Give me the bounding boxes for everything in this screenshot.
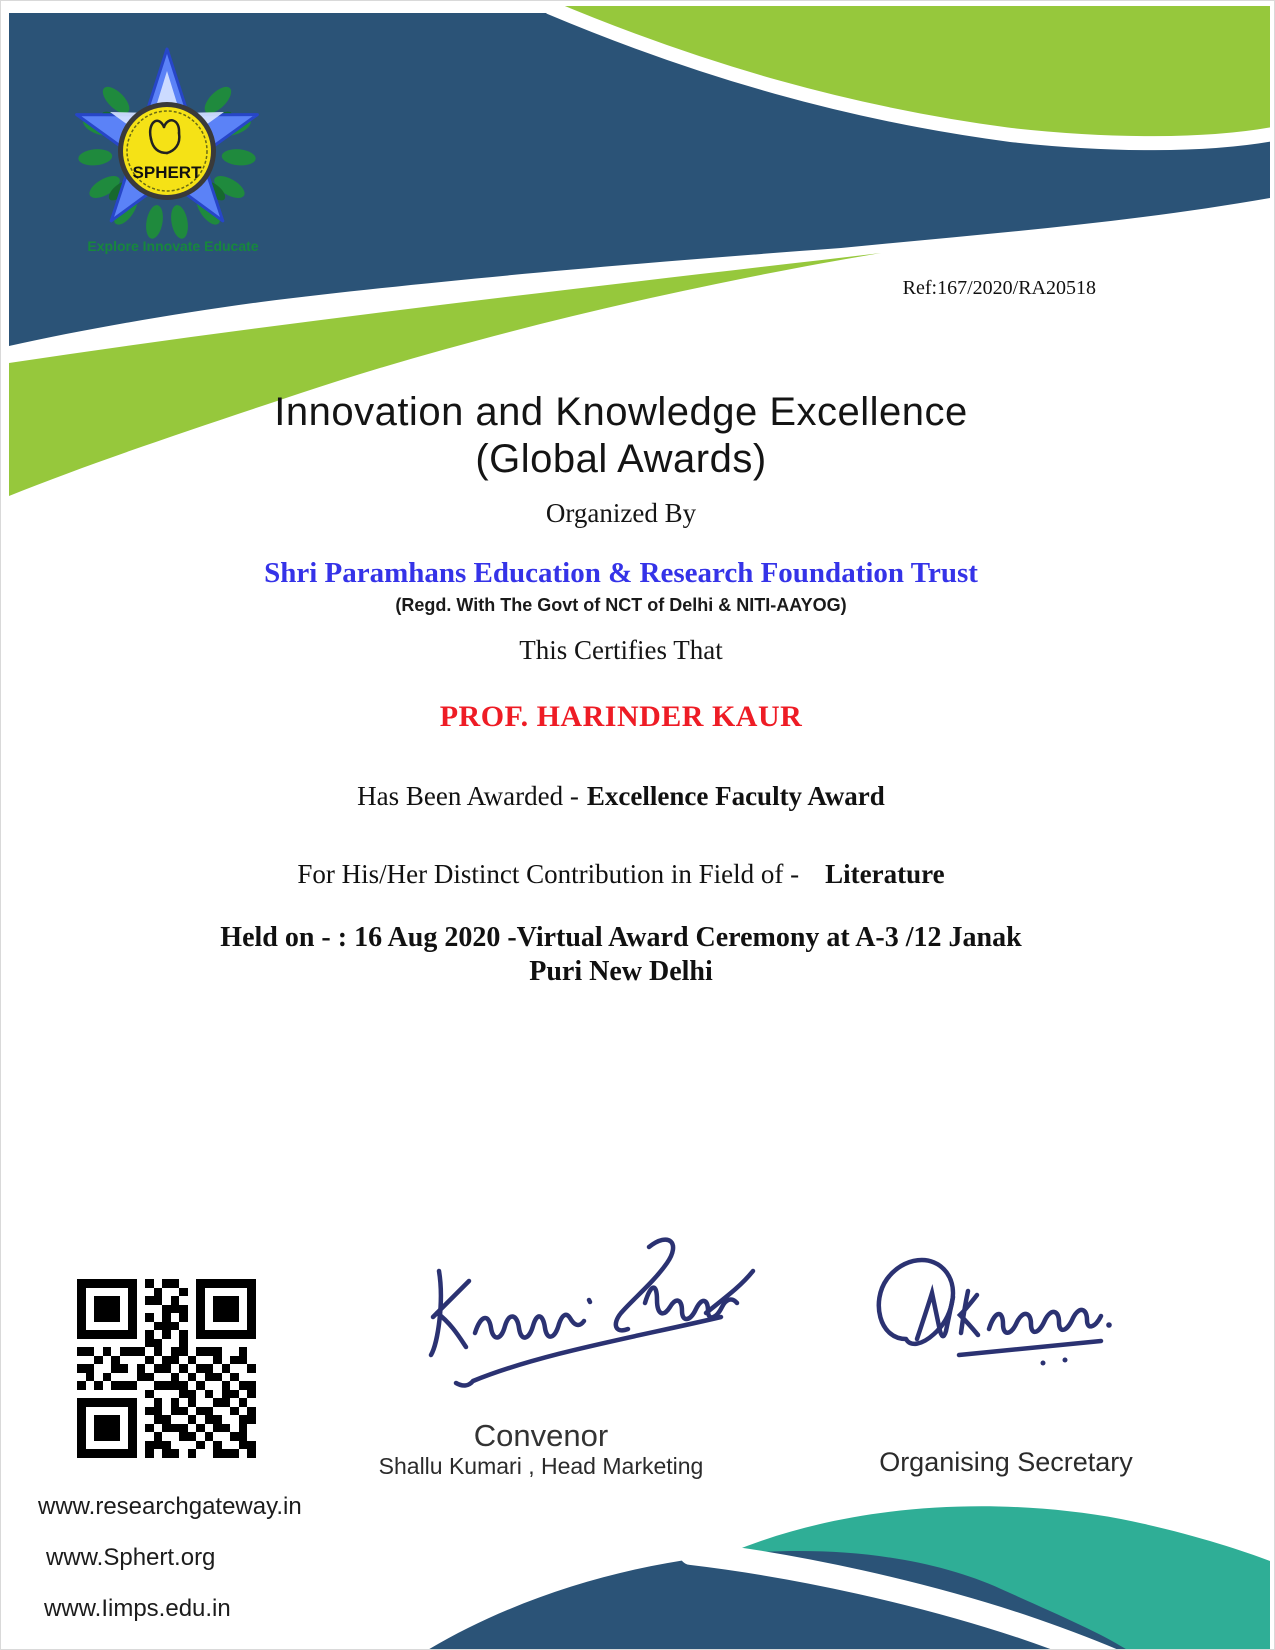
field-name: Literature bbox=[825, 859, 945, 889]
reference-number: Ref:167/2020/RA20518 bbox=[902, 277, 1096, 299]
registration-note: (Regd. With The Govt of NCT of Delhi & NITI-AAYOG) bbox=[395, 595, 847, 615]
organization-name: Shri Paramhans Education & Research Foundation Trust bbox=[264, 557, 978, 589]
website-sphert: www.Sphert.org bbox=[46, 1544, 216, 1571]
event-details bbox=[1, 921, 1241, 989]
logo-label: SPHERT bbox=[132, 163, 202, 182]
event-line-1: Held on - : 16 Aug 2020 -Virtual Award Ceremony at A-3 /12 Janak bbox=[220, 922, 1022, 953]
award-line bbox=[1, 781, 1241, 812]
event-line-2: Puri New Delhi bbox=[529, 956, 713, 987]
website-list bbox=[38, 1493, 302, 1646]
website-iimps: www.Iimps.edu.in bbox=[44, 1595, 231, 1622]
certificate-title bbox=[1, 389, 1241, 483]
convenor-role-label: Convenor bbox=[473, 1418, 609, 1453]
title-line-2: (Global Awards) bbox=[475, 437, 767, 481]
secretary-signature bbox=[879, 1260, 1112, 1365]
recipient-name: PROF. HARINDER KAUR bbox=[439, 700, 803, 733]
qr-code bbox=[77, 1279, 256, 1458]
field-line bbox=[1, 859, 1241, 890]
field-prefix: For His/Her Distinct Contribution in Field of - bbox=[297, 859, 800, 889]
title-line-1: Innovation and Knowledge Excellence bbox=[274, 390, 968, 434]
certifies-label: This Certifies That bbox=[519, 635, 723, 665]
award-name: Excellence Faculty Award bbox=[586, 781, 885, 811]
secretary-role-label: Organising Secretary bbox=[879, 1447, 1133, 1477]
convenor-signature bbox=[431, 1240, 753, 1386]
logo-tagline: Explore Innovate Educate bbox=[87, 238, 259, 254]
organized-by-label: Organized By bbox=[545, 498, 697, 528]
website-researchgateway: www.researchgateway.in bbox=[38, 1493, 302, 1520]
award-prefix: Has Been Awarded - bbox=[357, 781, 579, 811]
convenor-name-label: Shallu Kumari , Head Marketing bbox=[378, 1453, 704, 1479]
